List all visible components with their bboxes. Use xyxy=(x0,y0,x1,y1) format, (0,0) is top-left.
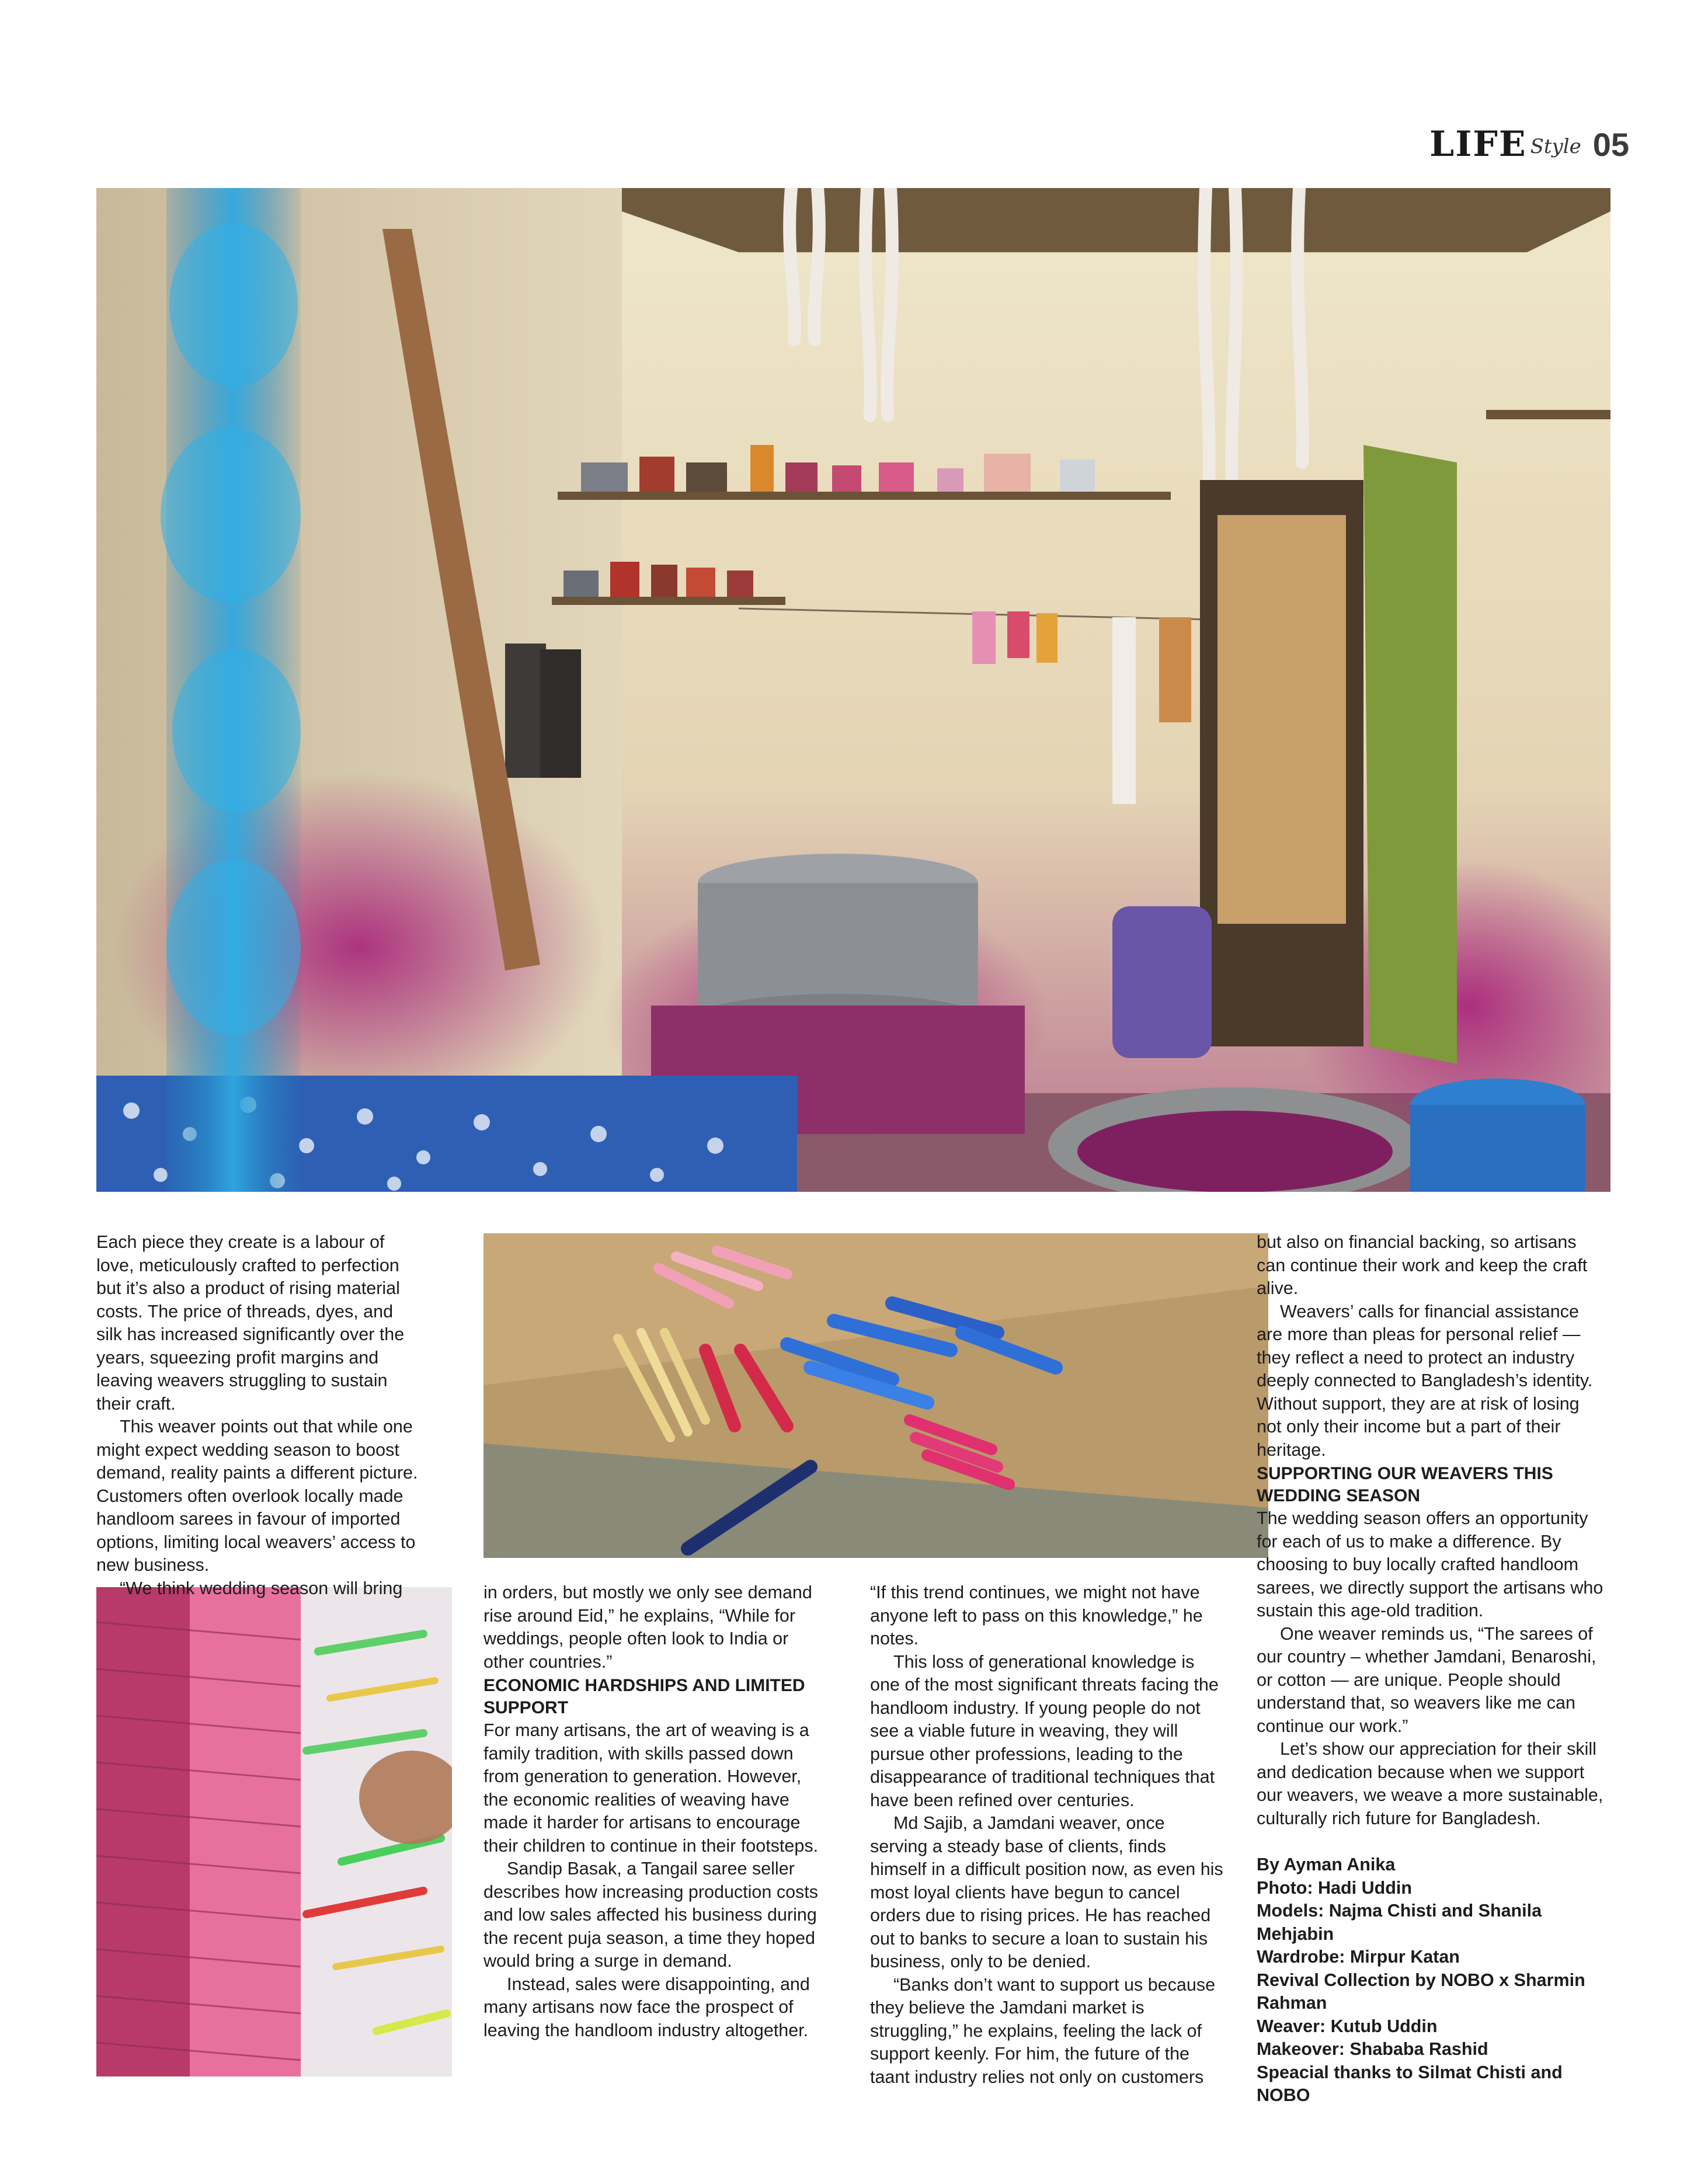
section-name: Style xyxy=(1530,135,1581,158)
credit-line: Wardrobe: Mirpur Katan xyxy=(1257,1947,1460,1967)
paragraph: Each piece they create is a labour of love, meticulously crafted to perfection but it’s also a product of rising material costs. The price of threads, dyes, and silk has increased significantly over the years, squeezing profit margins and leaving weavers struggling to sustain their craft. xyxy=(96,1232,405,1414)
credit-line: Revival Collection by NOBO x Sharmin Rahman xyxy=(1257,1970,1585,2013)
paragraph: This weaver points out that while one might expect wedding season to boost demand, reality paints a different picture. Customers often overlook locally made handloom sarees in favour of imported options, limiting local weavers’ access to new business. xyxy=(96,1417,418,1575)
loom-photo xyxy=(96,1587,452,2076)
paragraph: Md Sajib, a Jamdani weaver, once serving a steady base of clients, finds himself in a difficult position now, as even his most loyal clients have begun to cancel orders due to rising prices. He has reached out to banks to secure a loan to sustain his business, only to be denied. xyxy=(870,1813,1223,1971)
paragraph: For many artisans, the art of weaving is a family tradition, with skills passed down from generation to generation. However, the economic realities of weaving have made it harder for artisans to encourage their children to continue in their footsteps. xyxy=(483,1720,819,1856)
credit-line: Makeover: Shababa Rashid xyxy=(1257,2039,1488,2059)
paragraph: Let’s show our appreciation for their skill and dedication because when we support our weavers, we weave a more sustainable, culturally rich future for Bangladesh. xyxy=(1257,1739,1603,1828)
paragraph: Weavers’ calls for financial assistance are more than pleas for personal relief — they reflect a need to protect an industry deeply connected to Bangladesh’s identity. Without support, they are at risk of losing not only their income but a part of their heritage. xyxy=(1257,1301,1593,1460)
page-number: 05 xyxy=(1592,126,1630,163)
article-column-2 xyxy=(483,1581,828,2042)
paragraph: One weaver reminds us, “The sarees of our country – whether Jamdani, Benaroshi, or cotton — are unique. People should understand that, so weavers like me can continue our work.” xyxy=(1257,1623,1596,1736)
paragraph: “If this trend continues, we might not have anyone left to pass on this knowledge,” he notes. xyxy=(870,1582,1203,1648)
credit-line: Weaver: Kutub Uddin xyxy=(1257,2016,1438,2036)
paragraph: “We think wedding season will bring xyxy=(120,1578,403,1598)
paragraph: Instead, sales were disappointing, and many artisans now face the prospect of leaving the handloom industry altogether. xyxy=(483,1974,810,2040)
section-heading: ECONOMIC HARDSHIPS AND LIMITED SUPPORT xyxy=(483,1676,805,1717)
dye-room-photo xyxy=(96,188,1610,1192)
paragraph: Sandip Basak, a Tangail saree seller describes how increasing production costs and low sales affected his business during the recent puja season, a time they hoped would bring a surge in demand. xyxy=(483,1859,819,1971)
article-column-1 xyxy=(96,1231,423,1600)
paragraph: “Banks don’t want to support us because they believe the Jamdani market is struggling,” he explains, feeling the lack of support keenly. For him, the future of the taant industry relies not only on customers xyxy=(870,1974,1216,2087)
masthead xyxy=(1429,124,1630,165)
brand-logo: LIFE xyxy=(1429,124,1527,165)
paragraph: in orders, but mostly we only see demand rise around Eid,” he explains, “While for weddings, people often look to India or other countries.” xyxy=(483,1582,812,1672)
credit-line: Speacial thanks to Silmat Chisti and NOBO xyxy=(1257,2062,1563,2105)
paragraph: This loss of generational knowledge is one of the most significant threats facing the handloom industry. If young people do not see a viable future in weaving, they will pursue other professions, leading to the disappearance of traditional techniques that have been refined over centuries. xyxy=(870,1651,1219,1810)
credit-line: Models: Najma Chisti and Shanila Mehjabin xyxy=(1257,1901,1542,1944)
bobbins-photo xyxy=(483,1233,1268,1558)
article-column-4 xyxy=(1257,1231,1607,2107)
paragraph: The wedding season offers an opportunity for each of us to make a difference. By choosing to buy locally crafted handloom sarees, we directly support the artisans who sustain this age-old tradition. xyxy=(1257,1508,1603,1620)
bobbins-illustration xyxy=(483,1233,1268,1558)
credit-line: By Ayman Anika xyxy=(1257,1855,1396,1874)
article-column-3 xyxy=(870,1581,1226,2089)
dye-room-illustration xyxy=(96,188,1610,1192)
credits-block xyxy=(1257,1853,1607,2107)
loom-illustration xyxy=(96,1587,452,2076)
paragraph: but also on financial backing, so artisans can continue their work and keep the craft alive. xyxy=(1257,1232,1588,1298)
credit-line: Photo: Hadi Uddin xyxy=(1257,1877,1412,1898)
section-heading: SUPPORTING OUR WEAVERS THIS WEDDING SEASON xyxy=(1257,1464,1553,1505)
